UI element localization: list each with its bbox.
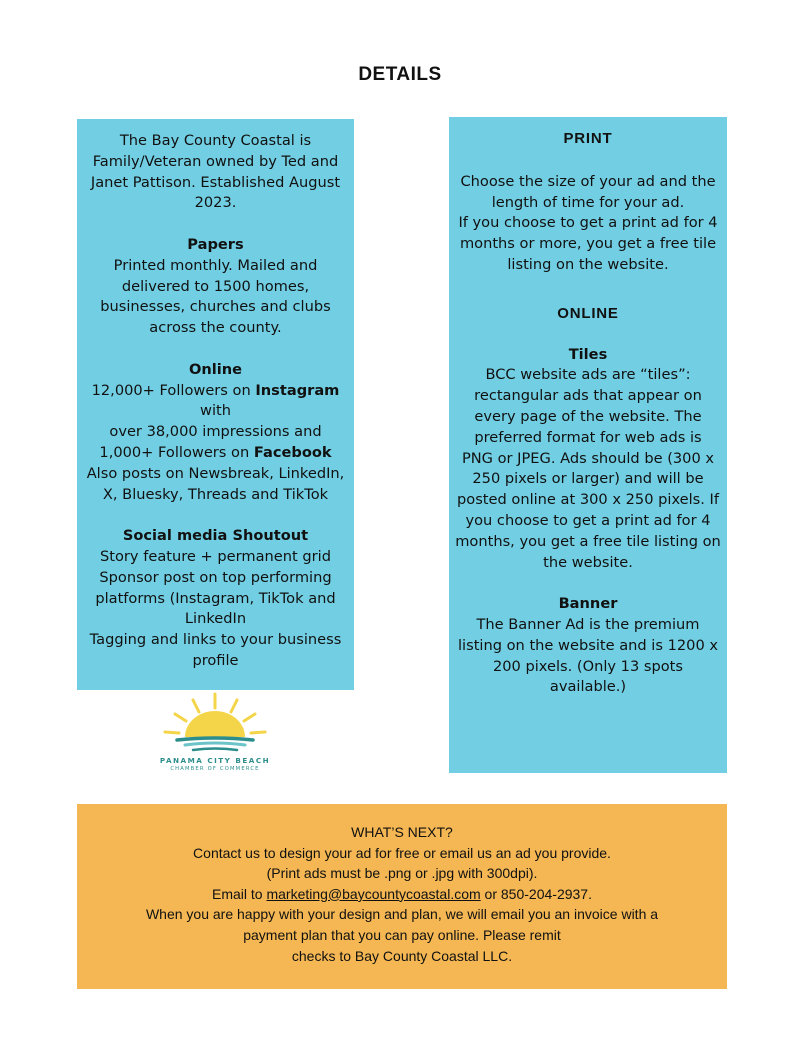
intro-line: Janet Pattison. Established August	[90, 173, 341, 191]
intro-line: 2023.	[194, 194, 237, 212]
online-line: 1,000+ Followers on Facebook	[99, 443, 332, 461]
online-line: X, Bluesky, Threads and TikTok	[102, 485, 329, 503]
email-line: Email to marketing@baycountycoastal.com or 850-204-2937.	[212, 885, 592, 902]
tiles-line: the website.	[543, 553, 633, 571]
online-section-heading: ONLINE	[557, 304, 619, 322]
social-heading: Social media Shoutout	[122, 527, 309, 545]
papers-line: delivered to 1500 homes,	[121, 277, 310, 295]
whats-next-panel	[77, 804, 727, 989]
tiles-line: preferred format for web ads is	[474, 428, 702, 446]
online-heading: Online	[188, 360, 243, 378]
banner-line: 200 pixels. (Only 13 spots	[492, 657, 683, 675]
tiles-line: months, you get a free tile listing on	[455, 532, 721, 550]
social-line: platforms (Instagram, TikTok and	[95, 589, 336, 607]
intro-text	[83, 131, 348, 214]
tiles-line: PNG or JPEG. Ads should be (300 x	[461, 449, 715, 467]
logo-subtitle: CHAMBER OF COMMERCE	[170, 766, 260, 772]
papers-line: Printed monthly. Mailed and	[113, 256, 318, 274]
logo-title: PANAMA CITY BEACH	[159, 756, 271, 765]
banner-line: available.)	[549, 678, 627, 696]
tiles-line: rectangular ads that appear on	[474, 387, 702, 405]
papers-line: across the county.	[149, 319, 282, 337]
tiles-line: every page of the website. The	[474, 407, 702, 425]
online-line: Also posts on Newsbreak, LinkedIn,	[86, 464, 345, 482]
online-line: with	[200, 402, 231, 420]
next-line: Contact us to design your ad for free or email us an ad you provide.	[193, 844, 611, 861]
next-line: checks to Bay County Coastal LLC.	[291, 947, 513, 964]
whats-next-heading: WHAT’S NEXT?	[351, 824, 453, 840]
social-line: Story feature + permanent grid	[100, 547, 331, 565]
banner-line: The Banner Ad is the premium	[476, 615, 700, 633]
print-line: Choose the size of your ad and the	[460, 172, 716, 190]
online-line: 12,000+ Followers on Instagram	[91, 381, 340, 399]
sun-icon	[155, 690, 275, 756]
about-panel	[77, 119, 354, 690]
social-line: LinkedIn	[184, 610, 247, 628]
banner-line: listing on the website and is 1200 x	[457, 636, 719, 654]
print-line: listing on the website.	[507, 255, 669, 273]
print-line: length of time for your ad.	[491, 193, 685, 211]
papers-line: businesses, churches and clubs	[100, 298, 331, 316]
ad-options-panel	[449, 117, 727, 773]
tiles-line: you choose to get a print ad for 4	[465, 511, 711, 529]
print-line: If you choose to get a print ad for 4	[458, 214, 718, 232]
social-line: Tagging and links to your business	[89, 631, 342, 649]
print-line: months or more, you get a free tile	[459, 235, 717, 253]
tiles-line: 250 pixels or larger) and will be	[472, 470, 704, 488]
chamber-logo	[155, 690, 275, 780]
next-line: When you are happy with your design and plan, we will email you an invoice with a	[145, 906, 659, 923]
tiles-line: posted online at 300 x 250 pixels. If	[457, 491, 719, 509]
papers-heading: Papers	[187, 235, 244, 253]
social-line: profile	[192, 651, 239, 669]
email-link[interactable]: marketing@baycountycoastal.com	[266, 885, 481, 902]
tiles-heading: Tiles	[568, 345, 608, 363]
intro-line: The Bay County Coastal is	[119, 132, 312, 149]
print-heading: PRINT	[563, 130, 613, 147]
intro-line: Family/Veteran owned by Ted and	[92, 152, 339, 170]
next-line: payment plan that you can pay online. Please remit	[243, 926, 561, 943]
tiles-line: BCC website ads are “tiles”:	[485, 366, 691, 384]
social-line: Sponsor post on top performing	[99, 568, 332, 586]
next-line: (Print ads must be .png or .jpg with 300dpi).	[266, 865, 538, 882]
page-title: DETAILS	[358, 64, 442, 85]
banner-heading: Banner	[558, 595, 618, 613]
online-line: over 38,000 impressions and	[109, 423, 322, 441]
